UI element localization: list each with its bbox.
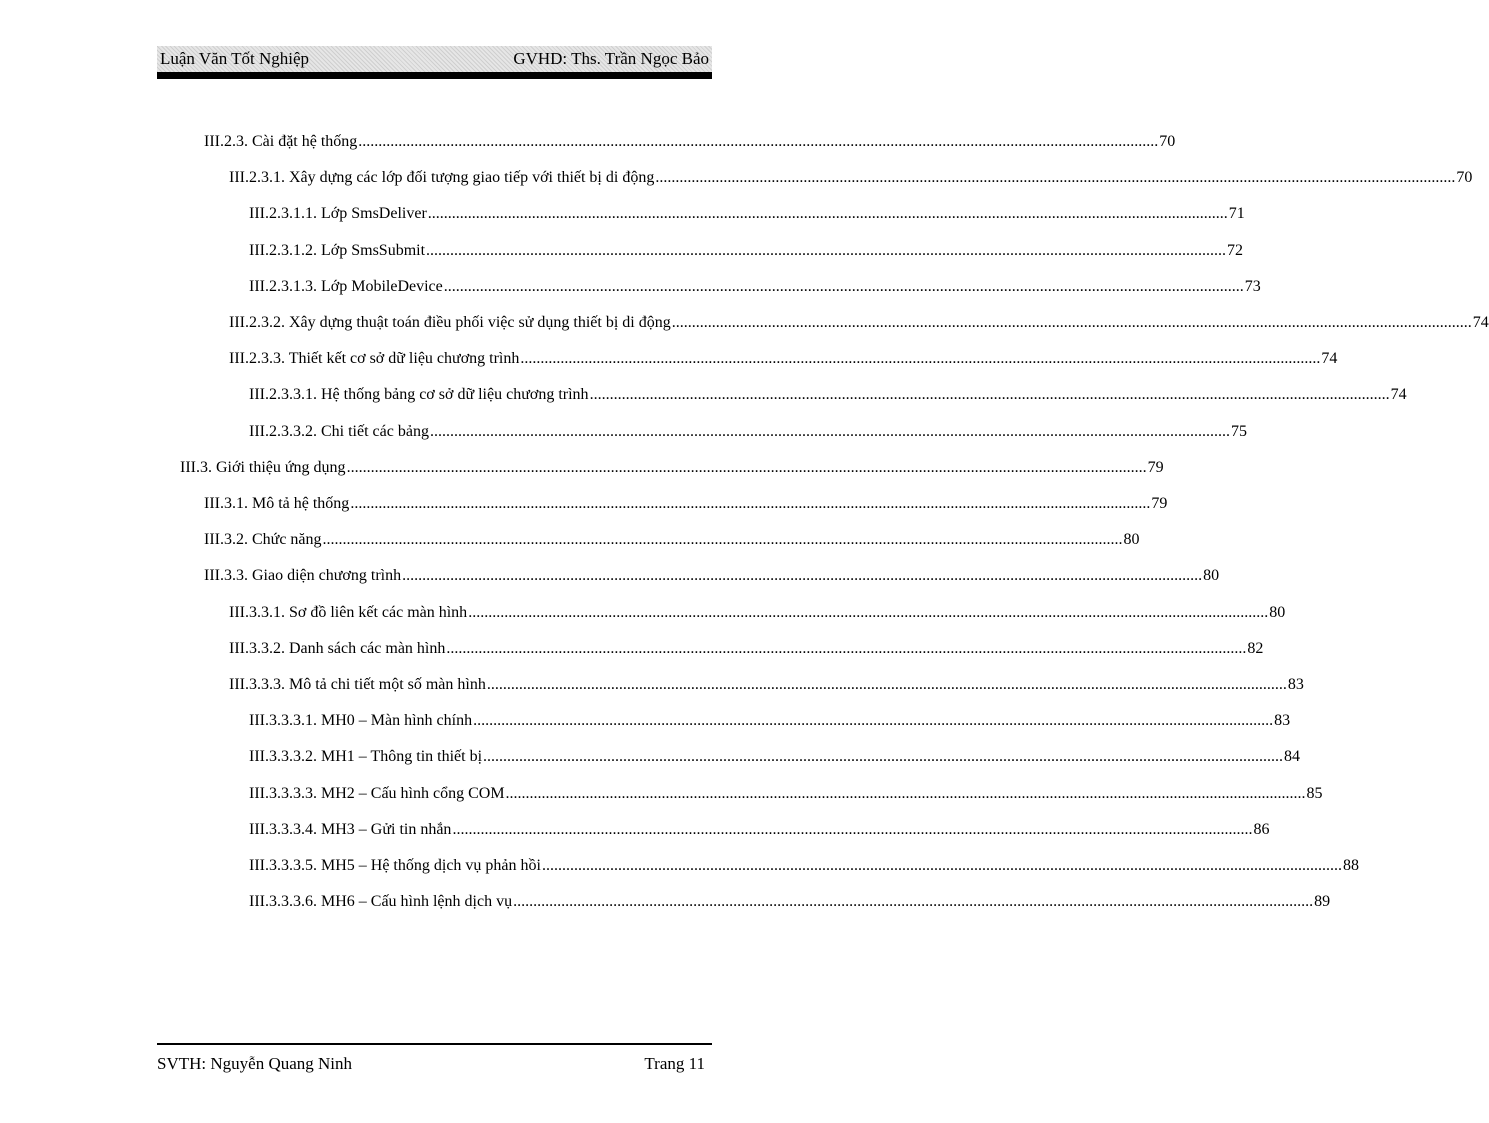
footer-rule — [157, 1043, 712, 1045]
toc-entry[interactable] — [249, 857, 1359, 879]
toc-entry-title: III.2.3.1. Xây dựng các lớp đối tượng giao tiếp với thiết bị di động — [229, 169, 655, 186]
toc-entry-page: 75 — [1230, 423, 1247, 440]
toc-entry[interactable] — [249, 821, 1270, 843]
toc-entry-page: 88 — [1342, 857, 1359, 874]
toc-entry-title: III.3.3.3.2. MH1 – Thông tin thiết bị — [249, 748, 483, 765]
dot-leader: ........................................................................................................................................................................................................ — [655, 169, 1456, 186]
toc-entry[interactable] — [229, 314, 1489, 336]
toc-entry-page: 72 — [1227, 242, 1244, 259]
toc-entry[interactable] — [249, 386, 1407, 408]
toc-entry[interactable] — [229, 676, 1304, 698]
page-header — [157, 46, 712, 72]
dot-leader: ........................................................................................................................................................................................................ — [426, 242, 1227, 259]
toc-entry-title: III.2.3.1.3. Lớp MobileDevice — [249, 278, 443, 295]
toc-entry-page: 80 — [1269, 604, 1286, 621]
toc-entry[interactable] — [229, 169, 1473, 191]
toc-entry-title: III.3.3.3.1. MH0 – Màn hình chính — [249, 712, 473, 729]
toc-entry-page: 70 — [1159, 133, 1176, 150]
toc-entry-title: III.3.3.3. Mô tả chi tiết một số màn hình — [229, 676, 486, 693]
toc-entry-page: 80 — [1123, 531, 1140, 548]
dot-leader: ........................................................................................................................................................................................................ — [468, 604, 1269, 621]
toc-entry-title: III.2.3.3. Thiết kết cơ sở dữ liệu chương trình — [229, 350, 520, 367]
page-footer — [157, 1054, 705, 1074]
toc-entry[interactable] — [249, 712, 1291, 734]
dot-leader: ........................................................................................................................................................................................................ — [402, 567, 1203, 584]
dot-leader: ........................................................................................................................................................................................................ — [486, 676, 1287, 693]
toc-entry-page: 71 — [1228, 205, 1245, 222]
toc-entry[interactable] — [249, 242, 1244, 264]
dot-leader: ........................................................................................................................................................................................................ — [322, 531, 1123, 548]
toc-entry-page: 85 — [1306, 785, 1323, 802]
toc-entry[interactable] — [249, 893, 1331, 915]
dot-leader: ........................................................................................................................................................................................................ — [346, 459, 1147, 476]
footer-student: SVTH: Nguyễn Quang Ninh — [157, 1054, 353, 1073]
dot-leader: ........................................................................................................................................................................................................ — [483, 748, 1284, 765]
dot-leader: ........................................................................................................................................................................................................ — [541, 857, 1342, 874]
header-rule — [157, 72, 712, 79]
header-thesis-title: Luận Văn Tốt Nghiệp — [160, 49, 310, 68]
toc-entry[interactable] — [229, 350, 1338, 372]
toc-entry[interactable] — [180, 459, 1164, 481]
toc-entry-title: III.3.2. Chức năng — [204, 531, 322, 548]
toc-entry[interactable] — [229, 640, 1264, 662]
toc-entry-title: III.2.3.1.2. Lớp SmsSubmit — [249, 242, 426, 259]
toc-entry-page: 74 — [1390, 386, 1407, 403]
toc-entry-page: 83 — [1274, 712, 1291, 729]
dot-leader: ........................................................................................................................................................................................................ — [452, 821, 1253, 838]
footer-page-number: Trang 11 — [644, 1054, 705, 1073]
toc-entry-page: 84 — [1284, 748, 1301, 765]
toc-entry-page: 74 — [1321, 350, 1338, 367]
toc-entry-title: III.2.3.2. Xây dựng thuật toán điều phối việc sử dụng thiết bị di động — [229, 314, 671, 331]
toc-entry[interactable] — [204, 495, 1168, 517]
toc-entry-page: 70 — [1456, 169, 1473, 186]
toc-entry-title: III.2.3. Cài đặt hệ thống — [204, 133, 358, 150]
dot-leader: ........................................................................................................................................................................................................ — [429, 423, 1230, 440]
dot-leader: ........................................................................................................................................................................................................ — [358, 133, 1159, 150]
toc-entry-page: 73 — [1244, 278, 1261, 295]
toc-entry-title: III.2.3.3.2. Chi tiết các bảng — [249, 423, 429, 440]
toc-entry-title: III.3.3.3.4. MH3 – Gửi tin nhắn — [249, 821, 452, 838]
toc-entry-page: 82 — [1247, 640, 1264, 657]
toc-entry[interactable] — [204, 531, 1140, 553]
toc-entry-title: III.2.3.1.1. Lớp SmsDeliver — [249, 205, 427, 222]
dot-leader: ........................................................................................................................................................................................................ — [589, 386, 1390, 403]
toc-entry-title: III.2.3.3.1. Hệ thống bảng cơ sở dữ liệu chương trình — [249, 386, 589, 403]
toc-entry[interactable] — [249, 785, 1323, 807]
toc-entry-page: 83 — [1287, 676, 1304, 693]
toc-entry[interactable] — [249, 748, 1301, 770]
toc-entry-page: 80 — [1203, 567, 1220, 584]
toc-entry-title: III.3.1. Mô tả hệ thống — [204, 495, 350, 512]
toc-entry-title: III.3.3.2. Danh sách các màn hình — [229, 640, 446, 657]
toc-entry-title: III.3. Giới thiệu ứng dụng — [180, 459, 346, 476]
dot-leader: ........................................................................................................................................................................................................ — [443, 278, 1244, 295]
toc-entry[interactable] — [249, 205, 1245, 227]
toc-entry[interactable] — [204, 133, 1176, 155]
toc-entry-page: 74 — [1472, 314, 1489, 331]
toc-entry-title: III.3.3.3.5. MH5 – Hệ thống dịch vụ phản hồi — [249, 857, 541, 874]
dot-leader: ........................................................................................................................................................................................................ — [427, 205, 1228, 222]
toc-entry-page: 89 — [1314, 893, 1331, 910]
toc-entry[interactable] — [249, 278, 1261, 300]
dot-leader: ........................................................................................................................................................................................................ — [520, 350, 1321, 367]
dot-leader: ........................................................................................................................................................................................................ — [350, 495, 1151, 512]
header-advisor: GVHD: Ths. Trần Ngọc Bảo — [513, 49, 709, 68]
dot-leader: ........................................................................................................................................................................................................ — [671, 314, 1472, 331]
toc-entry[interactable] — [204, 567, 1220, 589]
dot-leader: ........................................................................................................................................................................................................ — [505, 785, 1306, 802]
toc-entry-title: III.3.3. Giao diện chương trình — [204, 567, 402, 584]
dot-leader: ........................................................................................................................................................................................................ — [446, 640, 1247, 657]
dot-leader: ........................................................................................................................................................................................................ — [473, 712, 1274, 729]
toc-entry-page: 79 — [1151, 495, 1168, 512]
dot-leader: ........................................................................................................................................................................................................ — [513, 893, 1314, 910]
toc-entry-title: III.3.3.1. Sơ đồ liên kết các màn hình — [229, 604, 468, 621]
toc-entry-page: 86 — [1253, 821, 1270, 838]
toc-entry-title: III.3.3.3.6. MH6 – Cấu hình lệnh dịch vụ — [249, 893, 513, 910]
toc-entry[interactable] — [229, 604, 1286, 626]
toc-entry-page: 79 — [1147, 459, 1164, 476]
toc-entry[interactable] — [249, 423, 1247, 445]
toc-entry-title: III.3.3.3.3. MH2 – Cấu hình cổng COM — [249, 785, 505, 802]
